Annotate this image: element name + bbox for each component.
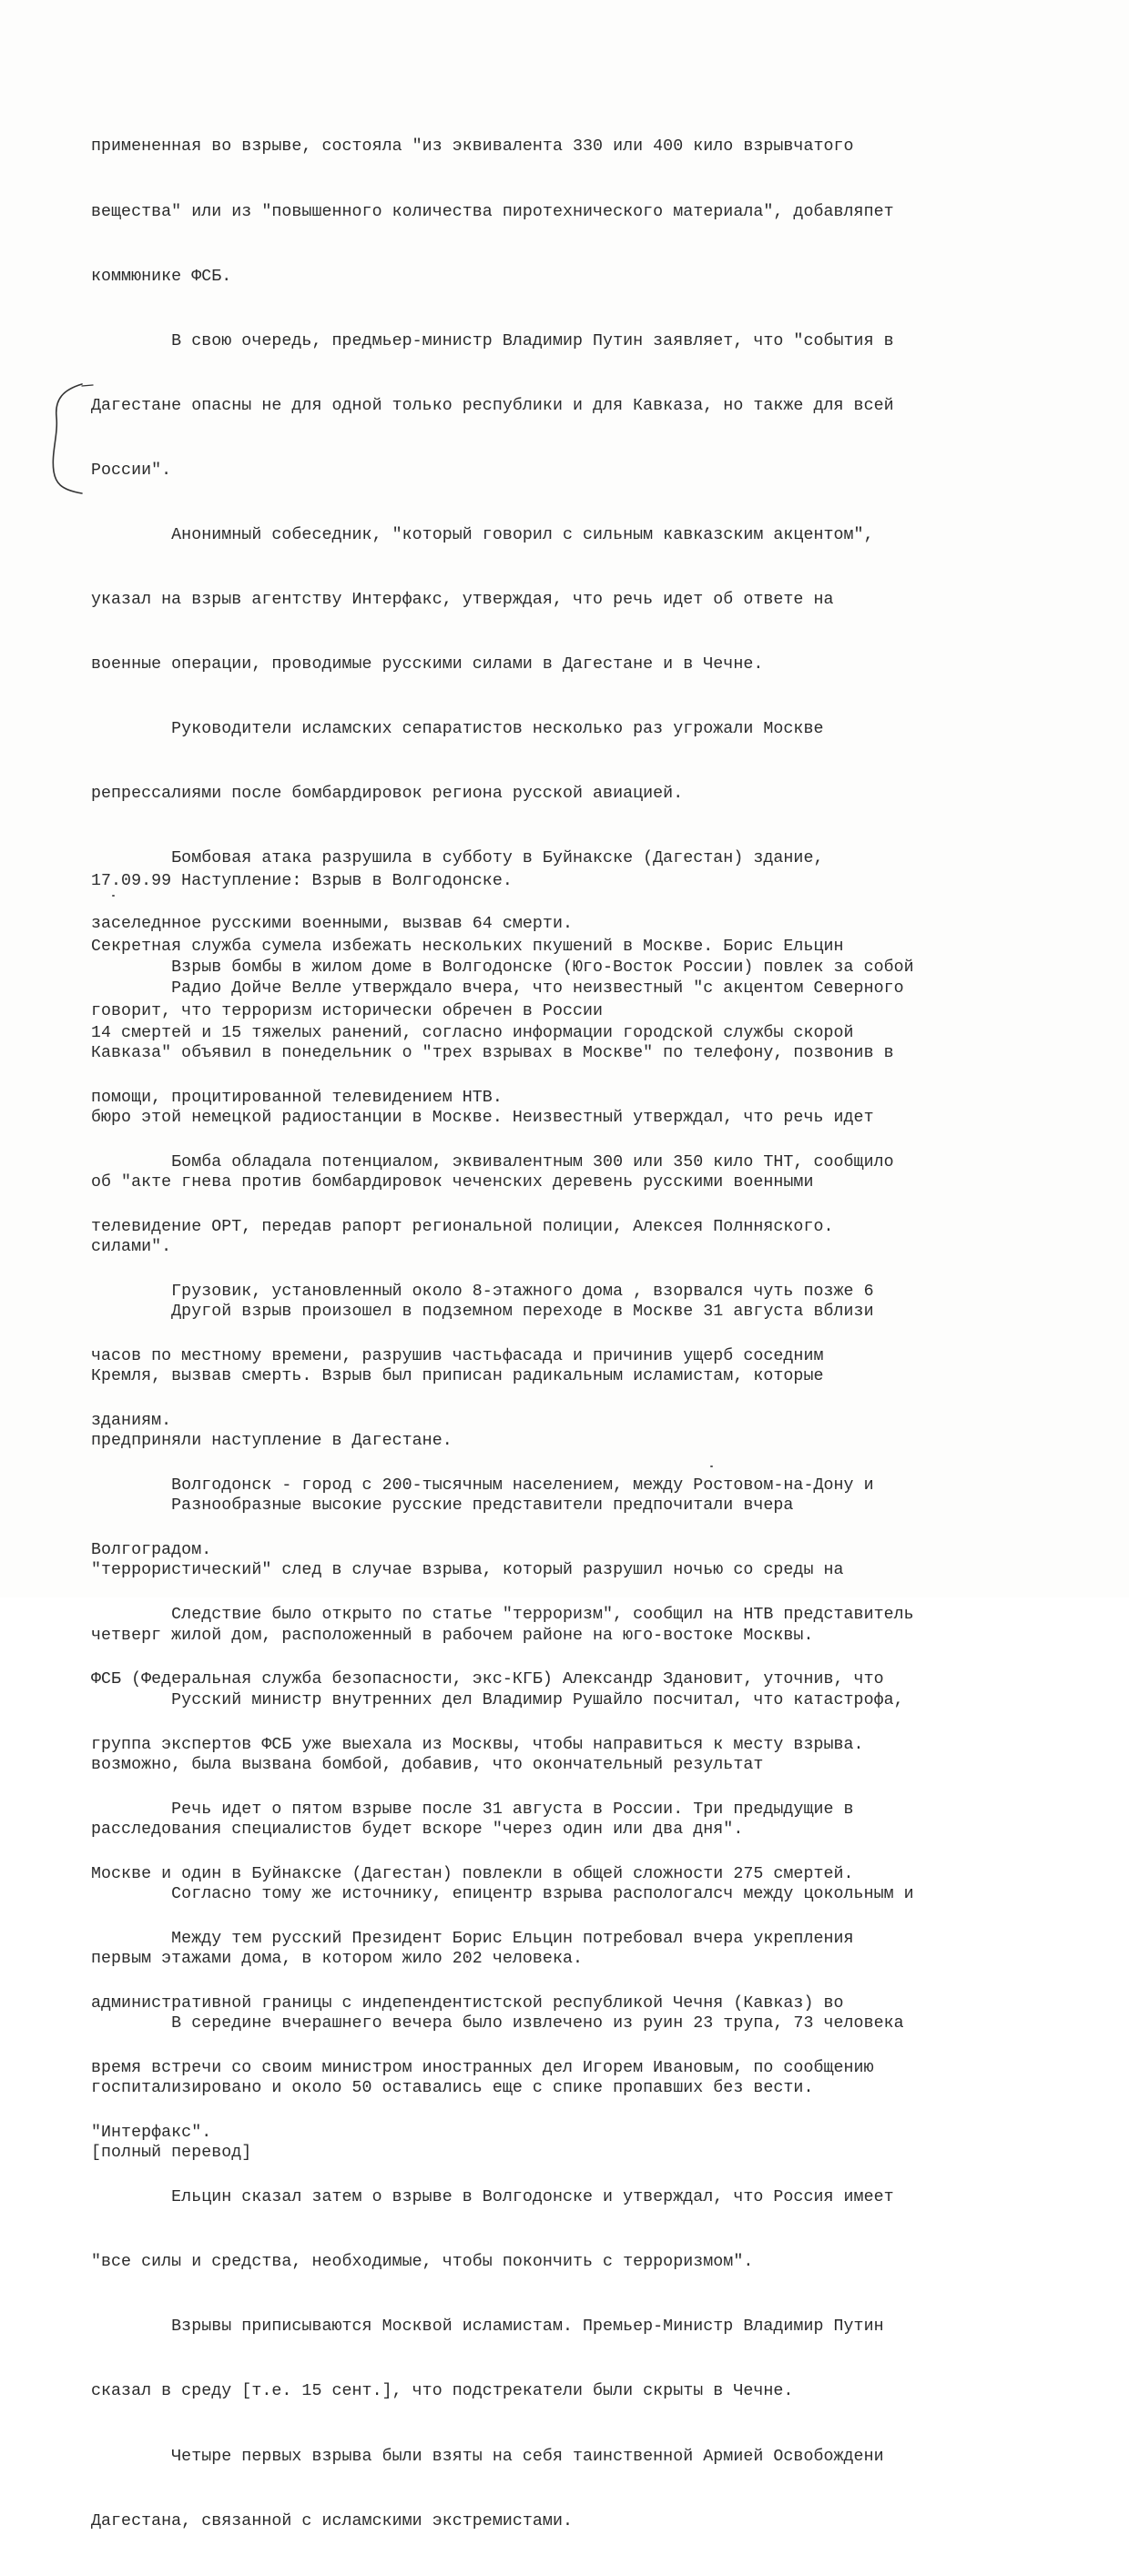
text-line: группа экспертов ФСБ уже выехала из Москвы, чтобы направиться к месту взрыва. bbox=[91, 1735, 864, 1754]
text-line: часов по местному времени, разрушив частьфасада и причинив ущерб соседним bbox=[91, 1346, 824, 1365]
full-translation-link[interactable]: [полный перевод] bbox=[91, 2144, 252, 2163]
text-line: Взрыв бомбы в жилом доме в Волгодонске (Юго-Восток России) повлек за собой bbox=[91, 958, 914, 978]
text-line: Между тем русский Президент Борис Ельцин потребовал вчера укрепления bbox=[91, 1929, 854, 1948]
text-line: первым этажами дома, в котором жило 202 человека. bbox=[91, 1950, 584, 1969]
text-line: В середине вчерашнего вечера было извлечено из руин 23 трупа, 73 человека bbox=[91, 2014, 904, 2033]
text-line: 14 смертей и 15 тяжелых ранений, согласно информации городской службы скорой bbox=[91, 1023, 854, 1042]
text-line: Кремля, вызвав смерть. Взрыв был приписан радикальным исламистам, которые bbox=[91, 1367, 824, 1386]
text-line: Речь идет о пятом взрыве после 31 августа в России. Три предыдущие в bbox=[91, 1800, 854, 1819]
text-line: возможно, была вызвана бомбой, добавив, что окончательный результат bbox=[91, 1755, 764, 1774]
article-subtitle-line: говорит, что терроризм исторически обречен в России bbox=[91, 1001, 604, 1020]
scan-speck bbox=[710, 1465, 713, 1467]
document-text-block-2 bbox=[91, 915, 914, 2576]
text-line: Следствие было открыто по статье "терроризм", сообщил на НТВ представитель bbox=[91, 1606, 914, 1625]
text-line: четверг жилой дом, расположенный в рабочем районе на юго-востоке Москвы. bbox=[91, 1626, 814, 1645]
text-line: Дагестане опасны не для одной только республики и для Кавказа, но также для всей bbox=[91, 396, 894, 415]
text-line: Четыре первых взрыва были взяты на себя таинственной Армией Освобождени bbox=[91, 2447, 884, 2466]
article-date-title: 17.09.99 Наступление: Взрыв в Волгодонске. bbox=[91, 872, 513, 891]
text-line: указал на взрыв агентству Интерфакс, утверждая, что речь идет об ответе на bbox=[91, 591, 834, 610]
text-line: коммюнике ФСБ. bbox=[91, 267, 232, 286]
text-line: Бомбовая атака разрушила в субботу в Буйнакске (Дагестан) здание, bbox=[91, 849, 824, 868]
text-line: военные операции, проводимые русскими силами в Дагестане и в Чечне. bbox=[91, 655, 764, 674]
text-line: Анонимный собеседник, "который говорил с сильным кавказским акцентом", bbox=[91, 525, 874, 544]
text-line: "все силы и средства, необходимые, чтобы покончить с терроризмом". bbox=[91, 2253, 754, 2272]
scan-speck bbox=[112, 895, 115, 897]
text-line: Грузовик, установленный около 8-этажного дома , взорвался чуть позже 6 bbox=[91, 1282, 874, 1301]
text-line: Волгоградом. bbox=[91, 1541, 212, 1560]
text-line: вещества" или из "повышенного количества пиротехнического материала", добавляпет bbox=[91, 202, 894, 221]
text-line: Руководители исламских сепаратистов несколько раз угрожали Москве bbox=[91, 720, 824, 739]
text-line: России". bbox=[91, 461, 172, 480]
text-line: расследования специалистов будет вскоре "через один или два дня". bbox=[91, 1820, 744, 1839]
text-line: "террористический" след в случае взрыва, который разрушил ночью со среды на bbox=[91, 1561, 844, 1580]
text-line: репрессалиями после бомбардировок региона русской авиацией. bbox=[91, 785, 684, 804]
text-line: силами". bbox=[91, 1238, 172, 1256]
text-line: Кавказа" объявил в понедельник о "трех взрывах в Москве" по телефону, позвонив в bbox=[91, 1043, 894, 1062]
text-line: Москве и один в Буйнакске (Дагестан) повлекли в общей сложности 275 смертей. bbox=[91, 1864, 854, 1883]
text-line: помощи, процитированной телевидением НТВ. bbox=[91, 1088, 503, 1107]
article-subtitle-line: Секретная служба сумела избежать нескольких пкушений в Москве. Борис Ельцин bbox=[91, 937, 844, 956]
text-line: Другой взрыв произошел в подземном переходе в Москве 31 августа вблизи bbox=[91, 1303, 874, 1322]
text-line: административной границы с индепендентистской республикой Чечня (Кавказ) во bbox=[91, 1993, 844, 2013]
text-line: зданиям. bbox=[91, 1412, 172, 1431]
text-line: Согласно тому же источнику, епицентр взрыва распологалсч между цокольным и bbox=[91, 1884, 914, 1903]
text-line: об "акте гнева против бомбардировок чеченских деревень русскими военными bbox=[91, 1172, 814, 1192]
text-line: заселеднное русскими военными, вызвав 64 смерти. bbox=[91, 914, 573, 933]
text-line: госпитализировано и около 50 оставались еще с спике пропавших без вести. bbox=[91, 2079, 814, 2098]
text-line: ФСБ (Федеральная служба безопасности, экс-КГБ) Александр Здановит, уточнив, что bbox=[91, 1670, 884, 1689]
text-line: Дагестана, связанной с исламскими экстремистами. bbox=[91, 2511, 573, 2530]
text-line: Бомба обладала потенциалом, эквивалентным 300 или 350 кило ТНТ, сообщило bbox=[91, 1152, 894, 1171]
text-line: Радио Дойче Велле утверждало вчера, что неизвестный "с акцентом Северного bbox=[91, 979, 904, 998]
text-line: примененная во взрыве, состояла "из эквивалента 330 или 400 кило взрывчатого bbox=[91, 137, 854, 157]
text-line: телевидение ОРТ, передав рапорт региональной полиции, Алексея Полнняского. bbox=[91, 1217, 834, 1236]
text-line: сказал в среду [т.е. 15 сент.], что подстрекатели были скрыты в Чечне. bbox=[91, 2382, 794, 2401]
text-line: Ельцин сказал затем о взрыве в Волгодонске и утверждал, что Россия имеет bbox=[91, 2188, 894, 2207]
text-line: бюро этой немецкой радиостанции в Москве. Неизвестный утверждал, что речь идет bbox=[91, 1108, 874, 1127]
text-line: В свою очередь, предмьер-министр Владимир Путин заявляет, что "события в bbox=[91, 331, 894, 350]
text-line: Русский министр внутренних дел Владимир Рушайло посчитал, что катастрофа, bbox=[91, 1690, 904, 1709]
text-line: Разнообразные высокие русские представители предпочитали вчера bbox=[91, 1496, 794, 1516]
text-line: Взрывы приписываются Москвой исламистам. Премьер-Министр Владимир Путин bbox=[91, 2317, 884, 2337]
text-line: "Интерфакс". bbox=[91, 2124, 212, 2143]
text-line: время встречи со своим министром иностранных дел Игорем Ивановым, по сообщению bbox=[91, 2059, 874, 2077]
text-line: Волгодонск - город с 200-тысячным населением, между Ростовом-на-Дону и bbox=[91, 1476, 874, 1496]
text-line: предприняли наступление в Дагестане. bbox=[91, 1432, 453, 1451]
